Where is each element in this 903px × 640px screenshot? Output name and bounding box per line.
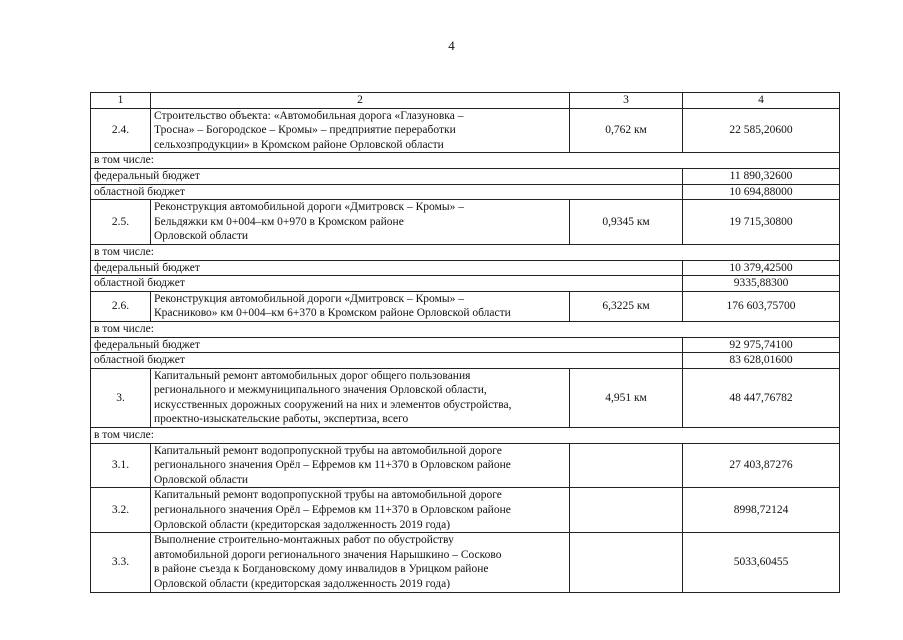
- row-number: 3.1.: [91, 443, 151, 488]
- row-length: [570, 533, 683, 592]
- row-number: 3.2.: [91, 488, 151, 533]
- budget-source-row: [91, 184, 840, 200]
- budget-source-amount: 92 975,74100: [683, 337, 840, 353]
- row-length: 0,9345 км: [570, 200, 683, 245]
- header-row: [91, 93, 840, 109]
- header-col-3: 3: [570, 93, 683, 109]
- row-number: 2.4.: [91, 108, 151, 153]
- budget-source-amount: 9335,88300: [683, 276, 840, 292]
- budget-source-label: областной бюджет: [91, 353, 683, 369]
- description-line: Выполнение строительно-монтажных работ по обустройству: [154, 534, 454, 547]
- including-label: в том числе:: [91, 153, 840, 169]
- description-line: Капитальный ремонт автомобильных дорог общего пользования: [154, 369, 471, 382]
- budget-source-row: [91, 276, 840, 292]
- description-line: регионального значения Орёл – Ефремов км 11+370 в Орловском районе: [154, 504, 511, 517]
- header-col-4: 4: [683, 93, 840, 109]
- description-line: Орловской области: [154, 473, 249, 486]
- row-amount: 5033,60455: [683, 533, 840, 592]
- row-description: [151, 368, 570, 427]
- row-amount: 48 447,76782: [683, 368, 840, 427]
- budget-source-label: областной бюджет: [91, 184, 683, 200]
- budget-source-amount: 10 379,42500: [683, 260, 840, 276]
- table-row: [91, 200, 840, 245]
- budget-source-row: [91, 260, 840, 276]
- row-length: [570, 443, 683, 488]
- description-line: регионального значения Орёл – Ефремов км 11+370 в Орловском районе: [154, 459, 511, 472]
- including-row: [91, 321, 840, 337]
- description-line: Строительство объекта: «Автомобильная дорога «Глазуновка –: [154, 109, 464, 122]
- row-description: [151, 291, 570, 321]
- row-number: 3.: [91, 368, 151, 427]
- row-description: [151, 200, 570, 245]
- description-line: искусственных дорожных сооружений на них и элементов обустройства,: [154, 398, 512, 411]
- including-row: [91, 244, 840, 260]
- header-col-1: 1: [91, 93, 151, 109]
- description-line: Капитальный ремонт водопропускной трубы на автомобильной дороге: [154, 444, 502, 457]
- row-amount: 22 585,20600: [683, 108, 840, 153]
- including-label: в том числе:: [91, 244, 840, 260]
- row-length: [570, 488, 683, 533]
- description-line: Орловской области (кредиторская задолженность 2019 года): [154, 578, 451, 590]
- including-row: [91, 153, 840, 169]
- budget-source-row: [91, 337, 840, 353]
- row-amount: 27 403,87276: [683, 443, 840, 488]
- description-line: сельхозпродукции» в Кромском районе Орловской области: [154, 138, 444, 151]
- description-line: Орловской области (кредиторская задолженность 2019 года): [154, 518, 451, 531]
- row-number: 2.6.: [91, 291, 151, 321]
- header-col-2: 2: [151, 93, 570, 109]
- including-label: в том числе:: [91, 428, 840, 444]
- table-row: [91, 291, 840, 321]
- row-length: 0,762 км: [570, 108, 683, 153]
- description-line: Тросна» – Богородское – Кромы» – предприятие переработки: [154, 124, 456, 137]
- row-number: 3.3.: [91, 533, 151, 592]
- table-row: [91, 368, 840, 427]
- description-line: регионального и межмуниципального значения Орловской области,: [154, 384, 487, 397]
- row-amount: 8998,72124: [683, 488, 840, 533]
- budget-source-row: [91, 353, 840, 369]
- description-line: в районе съезда к Богдановскому дому инвалидов в Урицком районе: [154, 563, 489, 576]
- description-line: проектно-изыскательские работы, экспертиза, всего: [154, 413, 409, 426]
- budget-source-label: областной бюджет: [91, 276, 683, 292]
- description-line: Капитальный ремонт водопропускной трубы на автомобильной дороге: [154, 489, 502, 502]
- row-length: 6,3225 км: [570, 291, 683, 321]
- budget-source-row: [91, 168, 840, 184]
- budget-source-amount: 10 694,88000: [683, 184, 840, 200]
- description-line: Красниково» км 0+004–км 6+370 в Кромском районе Орловской области: [154, 307, 511, 320]
- description-line: Реконструкция автомобильной дороги «Дмитровск – Кромы» –: [154, 292, 464, 305]
- row-description: [151, 488, 570, 533]
- description-line: автомобильной дороги регионального значения Нарышкино – Сосково: [154, 548, 502, 561]
- table-row: [91, 443, 840, 488]
- table-row: [91, 108, 840, 153]
- row-amount: 176 603,75700: [683, 291, 840, 321]
- row-description: [151, 443, 570, 488]
- including-row: [91, 428, 840, 444]
- budget-source-amount: 83 628,01600: [683, 353, 840, 369]
- budget-source-amount: 11 890,32600: [683, 168, 840, 184]
- budget-source-label: федеральный бюджет: [91, 337, 683, 353]
- description-line: Орловской области: [154, 230, 249, 243]
- budget-source-label: федеральный бюджет: [91, 260, 683, 276]
- row-description: [151, 533, 570, 592]
- budget-source-label: федеральный бюджет: [91, 168, 683, 184]
- table-row: [91, 488, 840, 533]
- table-row: [91, 533, 840, 592]
- budget-table: [90, 92, 840, 593]
- description-line: Бельдяжки км 0+004–км 0+970 в Кромском районе: [154, 215, 404, 228]
- row-number: 2.5.: [91, 200, 151, 245]
- including-label: в том числе:: [91, 321, 840, 337]
- description-line: Реконструкция автомобильной дороги «Дмитровск – Кромы» –: [154, 201, 464, 214]
- row-length: 4,951 км: [570, 368, 683, 427]
- budget-table-body: [91, 93, 840, 593]
- row-description: [151, 108, 570, 153]
- page-number: 4: [448, 38, 455, 53]
- row-amount: 19 715,30800: [683, 200, 840, 245]
